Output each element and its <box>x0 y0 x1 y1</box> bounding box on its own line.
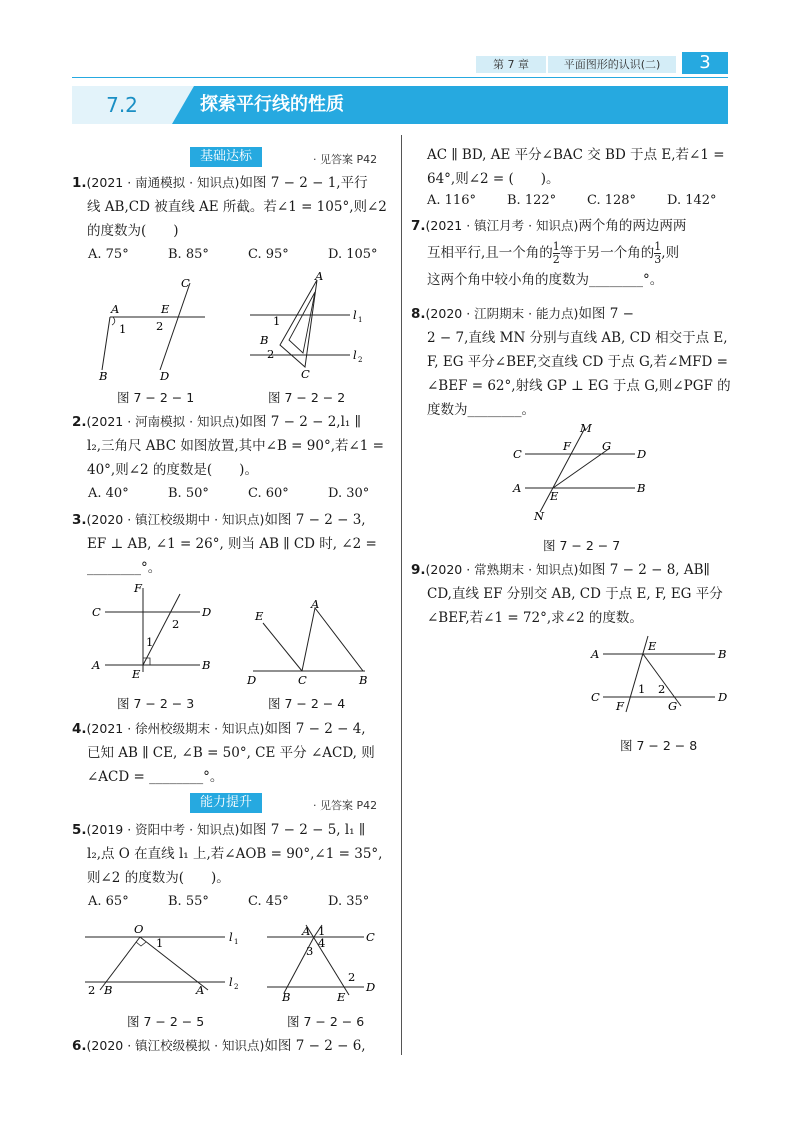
fig1-label-c: C <box>181 276 190 290</box>
q-source: (2020 · 江阴期末 · 能力点) <box>425 306 579 321</box>
q-text: ∠ACD = ________°。 <box>87 769 224 785</box>
fig5-sub-1: 1 <box>234 938 239 946</box>
option-d[interactable]: D. 35° <box>328 894 370 909</box>
figure-7-2-1 <box>95 275 215 383</box>
q-source: (2019 · 资阳中考 · 知识点) <box>86 822 240 837</box>
fig7-label-f: F <box>563 439 571 453</box>
fig8-label-c: C <box>591 690 600 704</box>
q-num: 1. <box>72 175 87 191</box>
q-text: 如图 7 − 2 − 5, l₁ ∥ <box>239 822 366 838</box>
q-text: 如图 7 − 2 − 4, <box>264 721 366 737</box>
fig3-label-e: E <box>132 667 141 681</box>
fig8-label-g: G <box>668 699 678 713</box>
q-source: (2020 · 镇江校级模拟 · 知识点) <box>86 1038 265 1053</box>
options-q5 <box>88 892 408 912</box>
fig2-label-l1: l <box>353 308 357 322</box>
page-number: 3 <box>682 52 728 74</box>
fig5-label-a: A <box>196 983 205 997</box>
q-num: 9. <box>411 562 426 578</box>
fig7-label-m: M <box>580 421 592 435</box>
figure-7-2-6 <box>262 917 392 1005</box>
fig5-label-b: B <box>104 983 113 997</box>
q-text: 2 − 7,直线 MN 分别与直线 AB, CD 相交于点 E, <box>427 330 728 346</box>
q-text: ________°。 <box>87 560 162 576</box>
fig6-angle-1: 1 <box>318 924 326 938</box>
option-d[interactable]: D. 105° <box>328 247 378 262</box>
q-num: 4. <box>72 721 87 737</box>
option-c[interactable]: C. 128° <box>587 193 637 208</box>
fig2-label-b: B <box>260 333 269 347</box>
q-text: 如图 7 − 2 − 8, AB∥ <box>578 562 710 578</box>
option-a[interactable]: A. 40° <box>88 486 129 501</box>
fig2-sub-2: 2 <box>358 356 363 364</box>
option-d[interactable]: D. 142° <box>667 193 717 208</box>
fig1-angle-1: 1 <box>119 322 127 336</box>
q-text: EF ⊥ AB, ∠1 = 26°, 则当 AB ∥ CD 时, ∠2 = <box>87 536 377 552</box>
denominator: 3 <box>654 253 662 266</box>
fig5-sub-2: 2 <box>234 983 239 991</box>
q-num: 3. <box>72 512 87 528</box>
caption-7-2-2: 图 7 − 2 − 2 <box>268 390 346 405</box>
q-text: l₂,点 O 在直线 l₁ 上,若∠AOB = 90°,∠1 = 35°, <box>87 846 383 862</box>
q-text: l₂,三角尺 ABC 如图放置,其中∠B = 90°,若∠1 = <box>87 438 384 454</box>
fig6-angle-4: 4 <box>318 936 326 950</box>
fig6-label-e: E <box>337 990 346 1004</box>
fig7-label-b: B <box>637 481 646 495</box>
q-text: ∠BEF = 62°,射线 GP ⊥ EG 于点 G,则∠PGF 的 <box>427 378 731 394</box>
caption-7-2-3: 图 7 − 2 − 3 <box>117 696 195 711</box>
tag-basic: 基础达标 <box>190 147 262 167</box>
option-b[interactable]: B. 122° <box>507 193 557 208</box>
fig2-label-a: A <box>315 269 324 283</box>
q-text: 如图 7 − 2 − 6, <box>264 1038 366 1054</box>
q-text: ∠BEF,若∠1 = 72°,求∠2 的度数。 <box>427 610 643 626</box>
q-text: 度数为________。 <box>427 402 535 418</box>
fig1-label-a: A <box>111 302 120 316</box>
option-a[interactable]: A. 65° <box>88 894 129 909</box>
fig8-label-d: D <box>718 690 728 704</box>
figure-7-2-7 <box>510 420 660 525</box>
fig5-label-l1: l <box>229 930 233 944</box>
fig6-label-c: C <box>366 930 375 944</box>
q-text: 的度数为( ) <box>87 223 179 239</box>
q-source: (2020 · 镇江校级期中 · 知识点) <box>86 512 265 527</box>
fig6-label-b: B <box>282 990 291 1004</box>
caption-7-2-7: 图 7 − 2 − 7 <box>543 538 621 553</box>
fig4-label-b: B <box>359 673 368 687</box>
tag-advanced: 能力提升 <box>190 793 262 813</box>
q-source: (2021 · 徐州校级期末 · 知识点) <box>86 721 265 736</box>
q-text: 则∠2 的度数为( )。 <box>87 870 230 886</box>
caption-7-2-5: 图 7 − 2 − 5 <box>127 1014 205 1029</box>
q-text: 64°,则∠2 = ( )。 <box>427 171 560 187</box>
fig2-label-c: C <box>301 367 310 381</box>
fig8-angle-1: 1 <box>638 682 646 696</box>
fig5-label-o: O <box>134 922 144 936</box>
option-b[interactable]: B. 55° <box>168 894 209 909</box>
q-num: 6. <box>72 1038 87 1054</box>
option-a[interactable]: A. 116° <box>427 193 476 208</box>
caption-7-2-6: 图 7 − 2 − 6 <box>287 1014 365 1029</box>
section-banner <box>72 86 728 124</box>
fig7-label-c: C <box>513 447 522 461</box>
numerator: 1 <box>654 240 662 253</box>
fig8-angle-2: 2 <box>658 682 666 696</box>
fig7-label-a: A <box>513 481 522 495</box>
banner-slant <box>172 86 194 124</box>
fig5-angle-1: 1 <box>156 936 164 950</box>
fig3-label-c: C <box>92 605 101 619</box>
caption-7-2-4: 图 7 − 2 − 4 <box>268 696 346 711</box>
figure-7-2-5 <box>80 920 250 1000</box>
fig7-label-g: G <box>602 439 612 453</box>
fig6-label-a: A <box>302 924 311 938</box>
q-source: (2021 · 南通模拟 · 知识点) <box>86 175 240 190</box>
fig6-label-d: D <box>366 980 376 994</box>
q-text: 如图 7 − 2 − 2,l₁ ∥ <box>239 414 361 430</box>
options-q6 <box>427 191 727 211</box>
answer-ref-advanced: · 见答案 P42 <box>313 799 378 812</box>
option-c[interactable]: C. 60° <box>248 486 289 501</box>
fig8-label-f: F <box>616 699 624 713</box>
q-text: 这两个角中较小角的度数为________°。 <box>427 272 664 288</box>
numerator: 1 <box>552 240 560 253</box>
q-num: 5. <box>72 822 87 838</box>
question-7 <box>411 214 731 292</box>
q-text: 两个角的两边两两 <box>578 218 687 234</box>
question-9 <box>411 558 731 630</box>
header-rule <box>72 77 728 78</box>
options-q1 <box>88 245 408 265</box>
q-source: (2021 · 河南模拟 · 知识点) <box>86 414 240 429</box>
fig7-label-n: N <box>534 509 545 523</box>
figure-7-2-4 <box>245 598 375 686</box>
q-num: 2. <box>72 414 87 430</box>
fig3-angle-2: 2 <box>172 617 180 631</box>
q-text: 如图 7 − 2 − 1,平行 <box>239 175 368 191</box>
question-6 <box>72 1034 397 1058</box>
q-text: 等于另一个角的 <box>559 245 655 261</box>
figure-7-2-2 <box>245 270 370 380</box>
fig7-label-d: D <box>637 447 647 461</box>
question-3 <box>72 508 397 580</box>
q-source: (2020 · 常熟期末 · 知识点) <box>425 562 579 577</box>
q-text: 线 AB,CD 被直线 AE 所截。若∠1 = 105°,则∠2 <box>87 199 387 215</box>
fig6-angle-3: 3 <box>306 944 314 958</box>
q-num: 7. <box>411 218 426 234</box>
fig4-label-a: A <box>311 597 320 611</box>
caption-7-2-8: 图 7 − 2 − 8 <box>620 738 698 753</box>
fig6-angle-2: 2 <box>348 970 356 984</box>
q-text: 如图 7 − <box>578 306 634 322</box>
section-number: 7.2 <box>72 86 172 124</box>
fraction-half <box>553 241 560 266</box>
fig3-label-b: B <box>202 658 211 672</box>
question-8 <box>411 302 731 422</box>
q-text: AC ∥ BD, AE 平分∠BAC 交 BD 于点 E,若∠1 = <box>427 147 725 163</box>
option-d[interactable]: D. 30° <box>328 486 370 501</box>
column-divider <box>401 135 402 1055</box>
fig1-label-b: B <box>99 369 108 383</box>
fig2-angle-2: 2 <box>267 347 275 361</box>
fig8-label-a: A <box>591 647 600 661</box>
fig4-label-d: D <box>247 673 257 687</box>
question-4 <box>72 717 397 789</box>
option-a[interactable]: A. 75° <box>88 247 129 262</box>
chapter-label: 第 7 章 <box>476 56 546 73</box>
fig4-label-c: C <box>298 673 307 687</box>
question-6-continued <box>427 143 732 191</box>
fig4-label-e: E <box>255 609 264 623</box>
option-b[interactable]: B. 50° <box>168 486 209 501</box>
section-title: 探索平行线的性质 <box>200 94 344 115</box>
option-c[interactable]: C. 45° <box>248 894 289 909</box>
figure-7-2-3 <box>90 582 215 682</box>
question-2 <box>72 410 397 482</box>
q-text: ,则 <box>661 245 680 261</box>
question-5 <box>72 818 397 890</box>
fig1-angle-2: 2 <box>156 319 164 333</box>
q-num: 8. <box>411 306 426 322</box>
chapter-title: 平面图形的认识(二) <box>548 56 676 73</box>
option-b[interactable]: B. 85° <box>168 247 209 262</box>
q-text: 互相平行,且一个角的 <box>427 245 553 261</box>
denominator: 2 <box>552 253 560 266</box>
fig1-label-d: D <box>160 369 170 383</box>
question-1 <box>72 171 397 243</box>
option-c[interactable]: C. 95° <box>248 247 289 262</box>
caption-7-2-1: 图 7 − 2 − 1 <box>117 390 195 405</box>
fig2-sub-1: 1 <box>358 316 363 324</box>
figure-7-2-8 <box>588 630 738 720</box>
q-source: (2021 · 镇江月考 · 知识点) <box>425 218 579 233</box>
fig2-angle-1: 1 <box>273 314 281 328</box>
fig3-label-d: D <box>202 605 212 619</box>
fig8-label-e: E <box>648 639 657 653</box>
fig7-label-e: E <box>550 489 559 503</box>
answer-ref-basic: · 见答案 P42 <box>313 153 378 166</box>
fig1-label-e: E <box>161 302 170 316</box>
q-text: F, EG 平分∠BEF,交直线 CD 于点 G,若∠MFD = <box>427 354 728 370</box>
q-text: 40°,则∠2 的度数是( )。 <box>87 462 258 478</box>
fig8-label-b: B <box>718 647 727 661</box>
options-q2 <box>88 484 408 504</box>
fig5-angle-2: 2 <box>88 983 96 997</box>
q-text: CD,直线 EF 分别交 AB, CD 于点 E, F, EG 平分 <box>427 586 723 602</box>
fig3-label-f: F <box>134 581 142 595</box>
q-text: 如图 7 − 2 − 3, <box>264 512 366 528</box>
fig3-label-a: A <box>92 658 101 672</box>
fig3-angle-1: 1 <box>146 635 154 649</box>
fig2-label-l2: l <box>353 348 357 362</box>
fig5-label-l2: l <box>229 975 233 989</box>
q-text: 已知 AB ∥ CE, ∠B = 50°, CE 平分 ∠ACD, 则 <box>87 745 375 761</box>
